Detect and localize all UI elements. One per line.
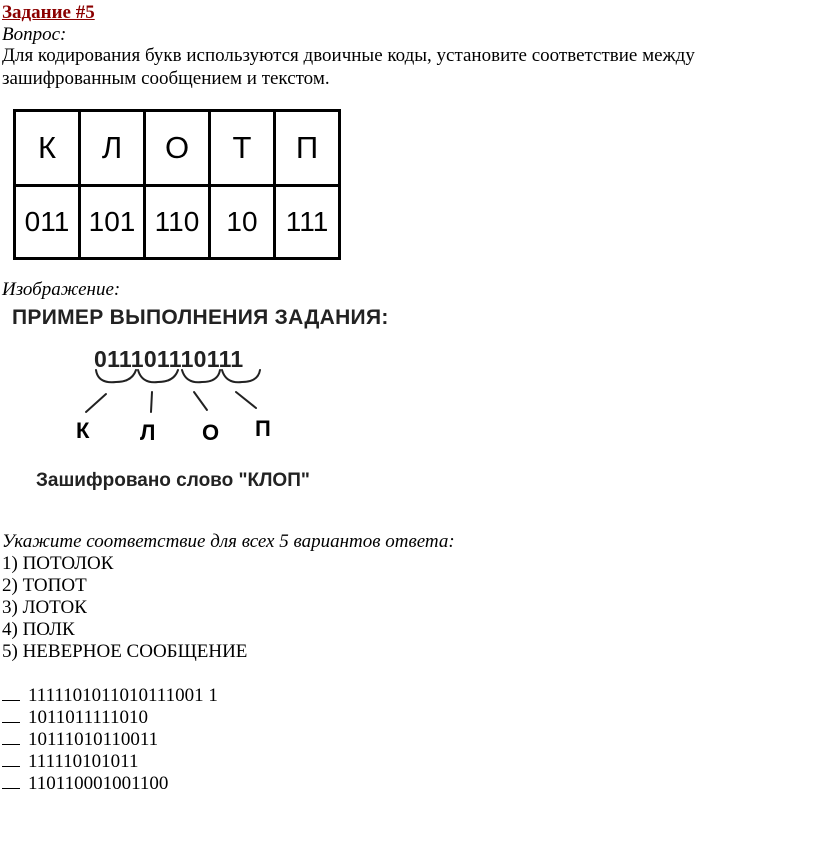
code-cell: 101 <box>80 186 145 259</box>
encoded-message: 1111101011010111001 1 <box>28 685 218 706</box>
answer-blank[interactable] <box>2 729 20 745</box>
brace-o <box>182 370 220 382</box>
image-label: Изображение: <box>2 279 121 300</box>
code-table-letters-row <box>15 111 340 186</box>
letter-cell: К <box>15 111 80 186</box>
option-item: 3) ЛОТОК <box>2 597 87 618</box>
code-table-codes-row <box>15 186 340 259</box>
code-cell: 011 <box>15 186 80 259</box>
pointer-p <box>236 392 256 408</box>
example-code: 011101110111 <box>94 346 244 372</box>
letter-cell: П <box>275 111 340 186</box>
letter-cell: Л <box>80 111 145 186</box>
option-item: 2) ТОПОТ <box>2 575 87 596</box>
example-letter-l: Л <box>140 420 156 445</box>
answer-blank[interactable] <box>2 685 20 701</box>
encoded-list <box>2 685 218 795</box>
answer-blank[interactable] <box>2 707 20 723</box>
answer-blank[interactable] <box>2 751 20 767</box>
encoded-message: 111110101011 <box>28 751 139 772</box>
example-diagram <box>70 360 300 450</box>
example-letter-p: П <box>255 416 271 441</box>
brace-p <box>222 370 260 382</box>
encoded-message: 10111010110011 <box>28 729 159 750</box>
encoded-message: 110110001001100 <box>28 773 169 794</box>
brace-k <box>96 370 136 382</box>
encoded-row <box>2 707 218 729</box>
code-table <box>13 109 341 260</box>
code-cell: 110 <box>145 186 210 259</box>
pointer-o <box>194 392 207 410</box>
letter-cell: О <box>145 111 210 186</box>
question-label: Вопрос: <box>2 24 67 45</box>
encoded-row <box>2 685 218 707</box>
answer-blank[interactable] <box>2 773 20 789</box>
pointer-k <box>86 394 106 412</box>
brace-l <box>138 370 178 382</box>
letter-cell: Т <box>210 111 275 186</box>
example-heading: ПРИМЕР ВЫПОЛНЕНИЯ ЗАДАНИЯ: <box>12 306 389 329</box>
option-item: 5) НЕВЕРНОЕ СООБЩЕНИЕ <box>2 641 248 662</box>
option-item: 4) ПОЛК <box>2 619 75 640</box>
example-letter-k: К <box>76 418 90 443</box>
options-list <box>2 553 247 663</box>
pointer-l <box>151 392 152 412</box>
example-result: Зашифровано слово "КЛОП" <box>36 470 310 491</box>
code-cell: 10 <box>210 186 275 259</box>
encoded-row <box>2 773 218 795</box>
encoded-row <box>2 751 218 773</box>
option-item: 1) ПОТОЛОК <box>2 553 114 574</box>
task-title: Задание #5 <box>2 2 95 23</box>
encoded-message: 1011011111010 <box>28 707 148 728</box>
question-text: Для кодирования букв используются двоичные коды, установите соответствие между зашифрованным сообщением и текстом. <box>2 45 695 89</box>
example-letter-o: О <box>202 420 220 445</box>
answer-label: Укажите соответствие для всех 5 вариантов ответа: <box>2 531 455 552</box>
encoded-row <box>2 729 218 751</box>
code-cell: 111 <box>275 186 340 259</box>
